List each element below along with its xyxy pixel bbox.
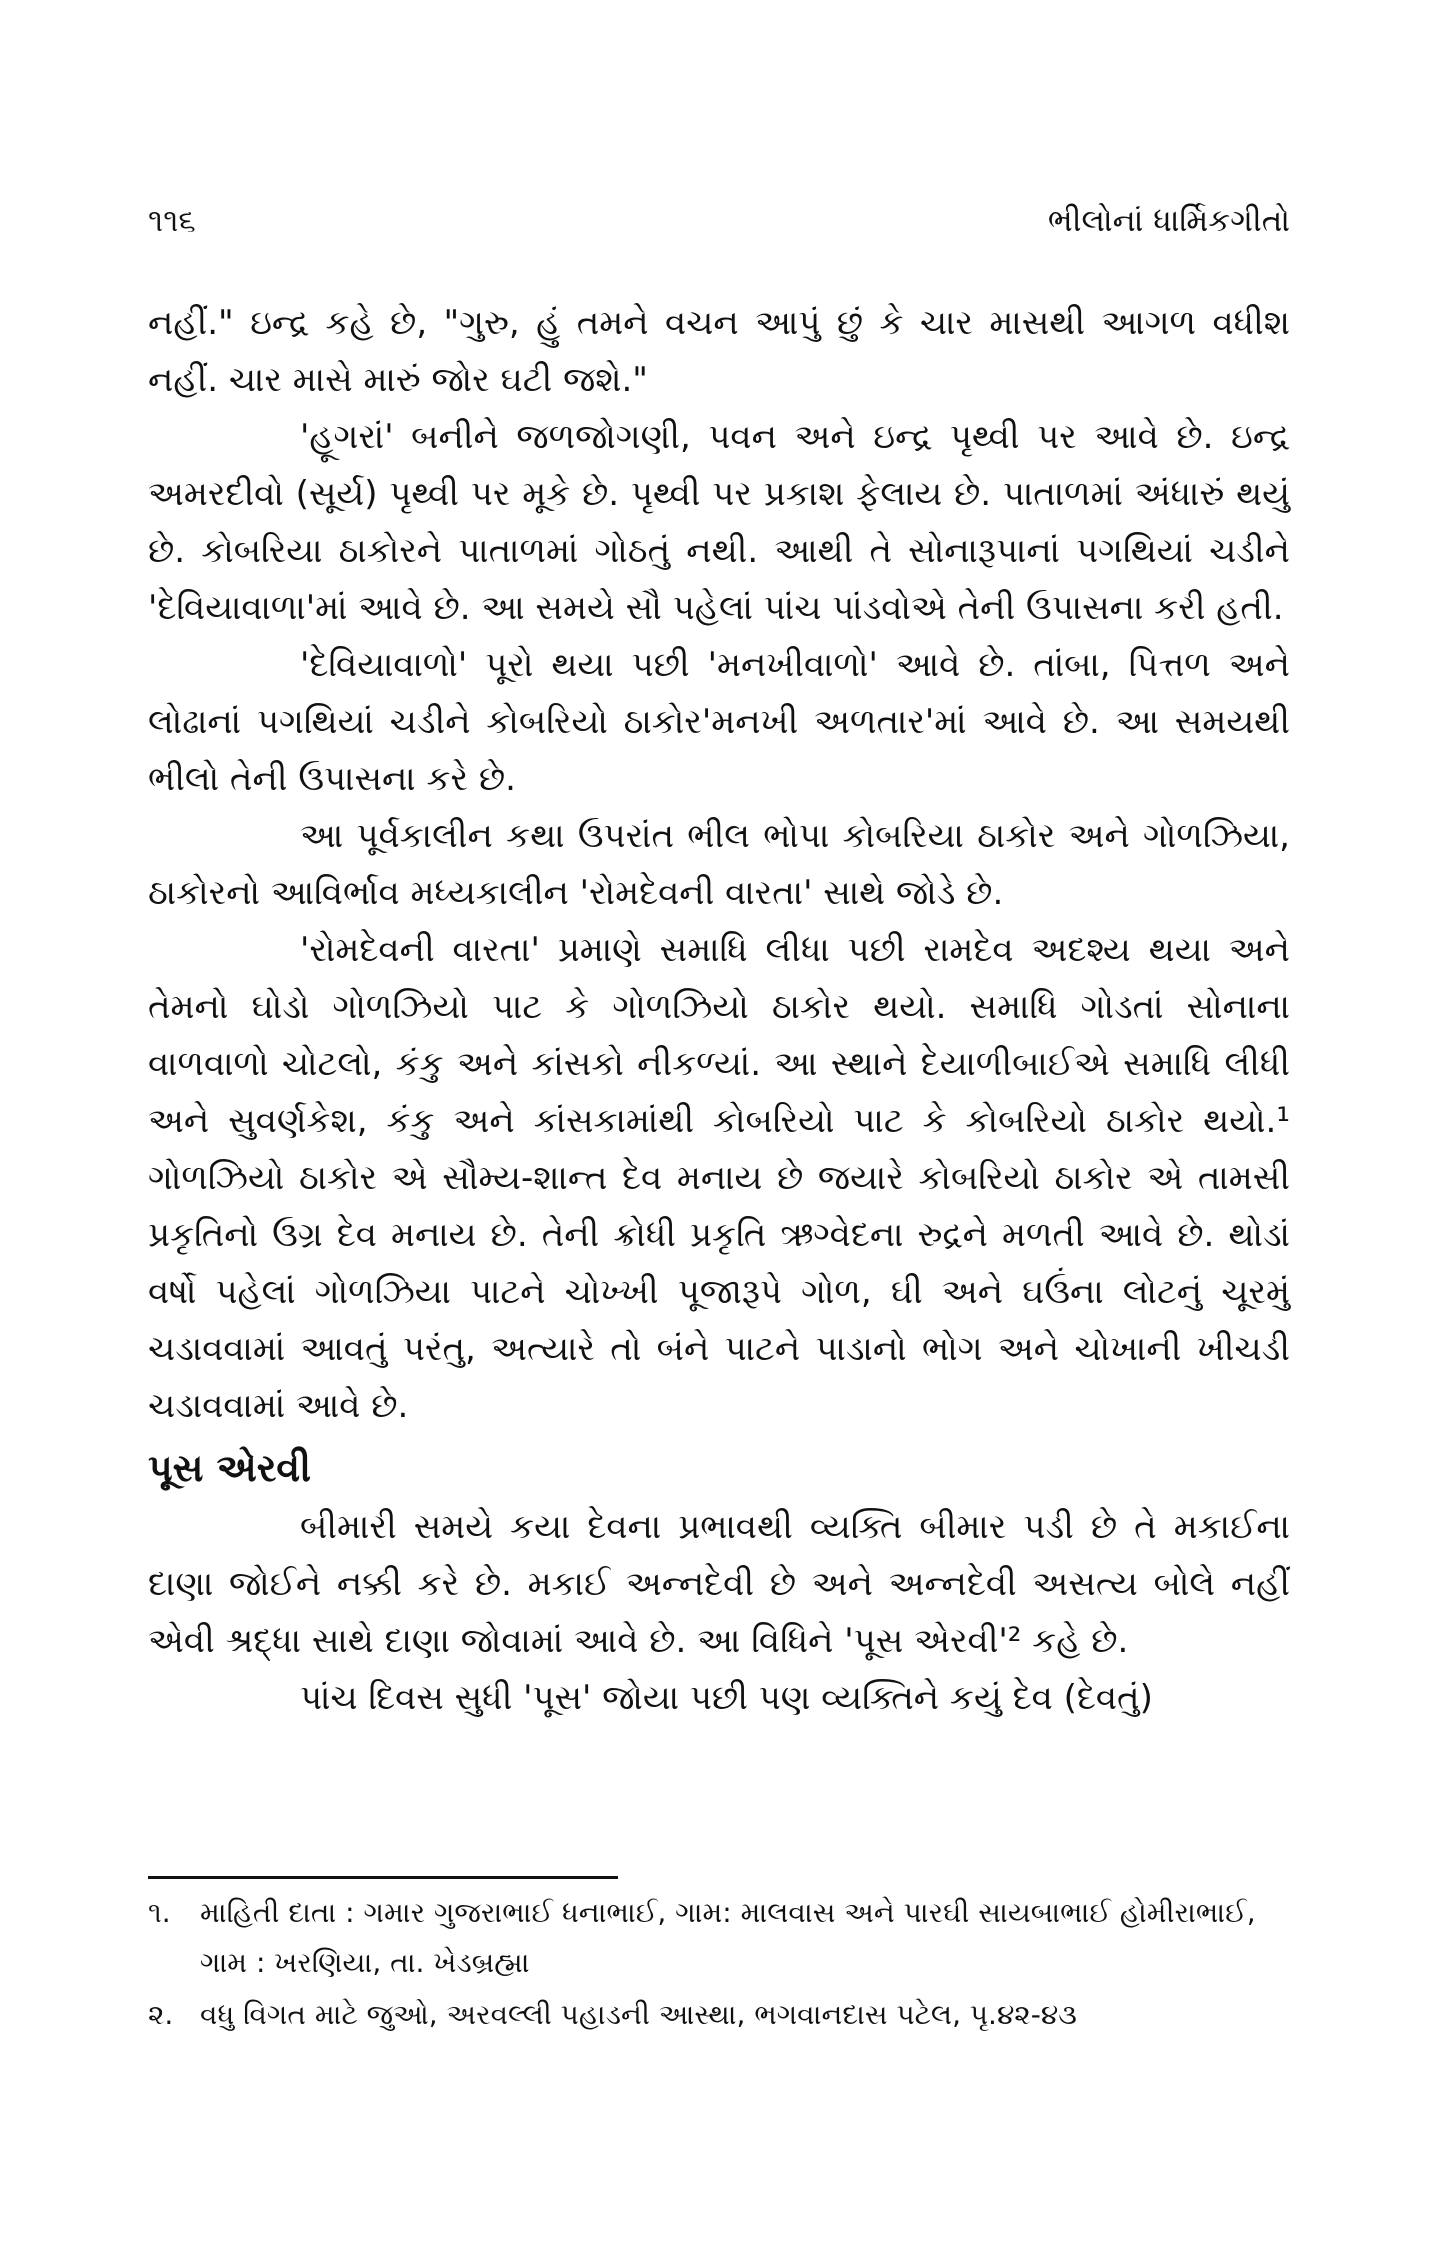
footnotes	[148, 1888, 1290, 2040]
footnote-2	[148, 1990, 1290, 2040]
footnote-1	[148, 1888, 1290, 1988]
paragraph-3: 'દેવિયાવાળો' પૂરો થયા પછી 'મનખીવાળો' આવે છે. તાંબા, પિત્તળ અને લોઢાનાં પગથિયાં ચડીને કોબરિયો ઠાકોર'મનખી અળતાર'માં આવે છે. આ સમયથી ભીલો તેની ઉપાસના કરે છે.	[148, 645, 1290, 799]
paragraph-2: 'હૂગરાં' બનીને જળજોગણી, પવન અને ઇન્દ્ર પૃથ્વી પર આવે છે. ઇન્દ્ર અમરદીવો (સૂર્ય) પૃથ્વી પર મૂકે છે. પૃથ્વી પર પ્રકાશ ફેલાય છે. પાતાળમાં અંધારું થયું છે. કોબરિયા ઠાકોરને પાતાળમાં ગોઠતું નથી. આથી તે સોનારૂપાનાં પગથિયાં ચડીને 'દેવિયાવાળા'માં આવે છે. આ સમયે સૌ પહેલાં પાંચ પાંડવોએ તેની ઉપાસના કરી હતી.	[148, 417, 1290, 628]
paragraph-6: બીમારી સમયે કયા દેવના પ્રભાવથી વ્યક્તિ બીમાર પડી છે તે મકાઈના દાણા જોઈને નક્કી કરે છે. મકાઈ અન્નદેવી છે અને અન્નદેવી અસત્ય બોલે નહીં એવી શ્રદ્ધા સાથે દાણા જોવામાં આવે છે. આ વિધિને 'પૂસ એરવી'² કહે છે.	[148, 1507, 1290, 1661]
running-title: ભીલોનાં ધાર્મિકગીતો	[1047, 202, 1290, 239]
footnote-text: માહિતી દાતા : ગમાર ગુજરાભાઈ ધનાભાઈ, ગામ: માલવાસ અને પારઘી સાયબાભાઈ હોમીરાભાઈ, ગામ : ખરણિયા, તા. ખેડબ્રહ્મા	[200, 1896, 1256, 1979]
page-number: ૧૧૬	[148, 202, 196, 239]
page-header	[148, 196, 1290, 246]
footnote-rule	[148, 1876, 618, 1879]
footnote-text: વધુ વિગત માટે જુઓ, અરવલ્લી પહાડની આસ્થા, ભગવાનદાસ પટેલ, પૃ.૪૨-૪૩	[200, 1998, 1077, 2031]
paragraph-1: નહીં." ઇન્દ્ર કહે છે, "ગુરુ, હું તમને વચન આપું છું કે ચાર માસથી આગળ વધીશ નહીં. ચાર માસે મારું જોર ઘટી જશે."	[148, 303, 1290, 400]
paragraph-5: 'રોમદેવની વારતા' પ્રમાણે સમાધિ લીધા પછી રામદેવ અદશ્ય થયા અને તેમનો ઘોડો ગોળઝિયો પાટ કે ગોળઝિયો ઠાકોર થયો. સમાધિ ગોડતાં સોનાના વાળવાળો ચોટલો, કંકુ અને કાંસકો નીકળ્યાં. આ સ્થાને દેયાળીબાઈએ સમાધિ લીધી અને સુવર્ણકેશ, કંકુ અને કાંસકામાંથી કોબરિયો પાટ કે કોબરિયો ઠાકોર થયો.¹ ગોળઝિયો ઠાકોર એ સૌમ્ય-શાન્ત દેવ મનાય છે જયારે કોબરિયો ઠાકોર એ તામસી પ્રકૃતિનો ઉગ્ર દેવ મનાય છે. તેની ક્રોધી પ્રકૃતિ ઋગ્વેદના રુદ્રને મળતી આવે છે. થોડાં વર્ષો પહેલાં ગોળઝિયા પાટને ચોખ્ખી પૂજારૂપે ગોળ, ઘી અને ઘઉંના લોટનું ચૂરમું ચડાવવામાં આવતું પરંતુ, અત્યારે તો બંને પાટને પાડાનો ભોગ અને ચોખાની ખીચડી ચડાવવામાં આવે છે.	[148, 930, 1290, 1426]
body-text	[148, 295, 1290, 1727]
footnote-number: ૨.	[148, 1998, 174, 2031]
footnote-number: ૧.	[148, 1896, 171, 1929]
paragraph-4: આ પૂર્વકાલીન કથા ઉપરાંત ભીલ ભોપા કોબરિયા ઠાકોર અને ગોળઝિયા, ઠાકોરનો આવિર્ભાવ મધ્યકાલીન 'રોમદેવની વારતા' સાથે જોડે છે.	[148, 816, 1290, 913]
paragraph-7: પાંચ દિવસ સુધી 'પૂસ' જોયા પછી પણ વ્યક્તિને કયું દેવ (દેવતું)	[300, 1678, 1153, 1718]
section-heading: પૂસ એરવી	[148, 1446, 311, 1490]
